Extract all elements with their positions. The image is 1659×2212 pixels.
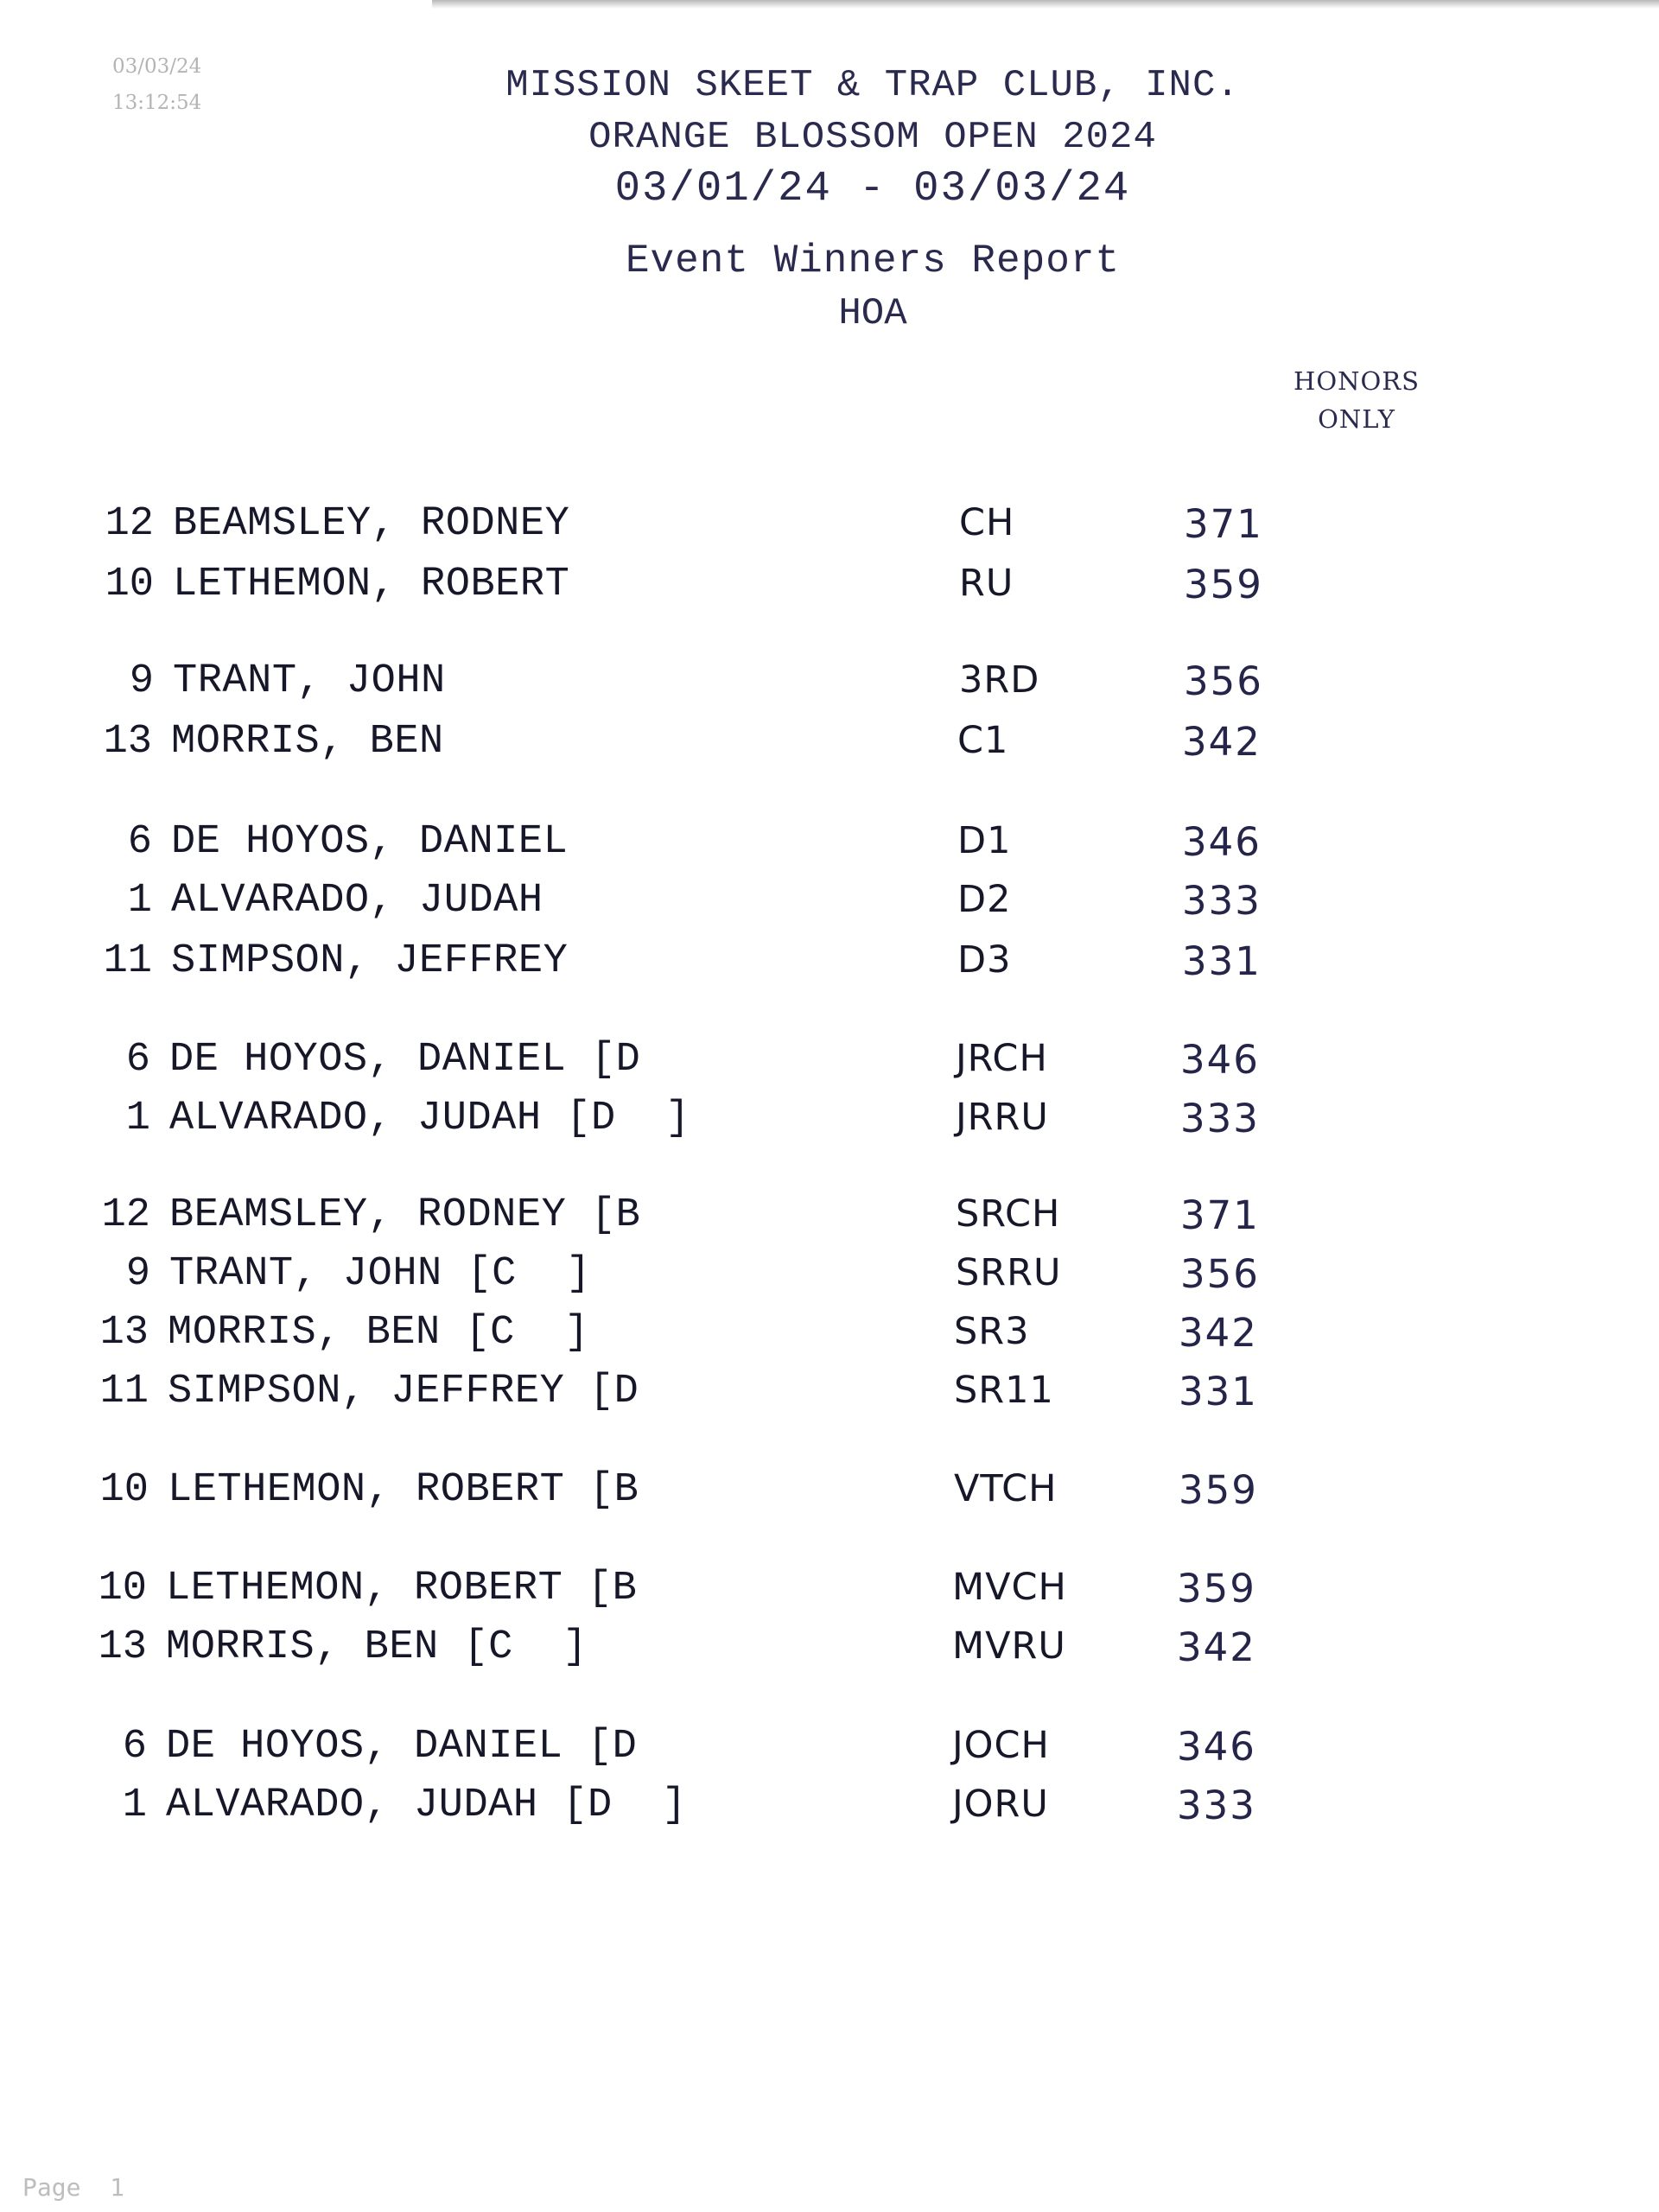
winner-row	[90, 1037, 1300, 1085]
shooter-name: LETHEMON, ROBERT [B	[166, 1566, 638, 1611]
award-code: CH	[959, 501, 1015, 544]
award-code: C1	[957, 719, 1009, 762]
shooter-name: LETHEMON, ROBERT	[173, 562, 570, 607]
place-number: 12	[101, 1192, 150, 1238]
place-number: 9	[129, 658, 154, 704]
winner-row	[90, 1192, 1300, 1241]
score-value: 342	[1177, 1624, 1256, 1670]
winner-row	[93, 658, 1303, 707]
score-value: 331	[1179, 1369, 1258, 1414]
score-value: 346	[1182, 819, 1262, 865]
score-value: 356	[1184, 658, 1263, 704]
scan-edge-shadow	[432, 0, 1659, 9]
winner-row	[92, 819, 1301, 868]
score-value: 342	[1179, 1310, 1258, 1356]
place-number: 6	[122, 1724, 147, 1770]
shooter-name: DE HOYOS, DANIEL	[171, 819, 569, 865]
print-date: 03/03/24	[112, 55, 202, 78]
place-number: 13	[99, 1310, 149, 1356]
award-code: RU	[959, 562, 1014, 605]
award-code: SRRU	[956, 1251, 1062, 1294]
shooter-name: DE HOYOS, DANIEL [D	[166, 1724, 638, 1770]
shooter-name: ALVARADO, JUDAH [D ]	[166, 1783, 687, 1828]
award-code: JRCH	[956, 1037, 1048, 1080]
page-number: 1	[110, 2173, 125, 2202]
place-number: 1	[125, 1096, 150, 1141]
shooter-name: MORRIS, BEN	[171, 719, 444, 765]
winner-row	[86, 1724, 1296, 1772]
shooter-name: MORRIS, BEN [C ]	[166, 1624, 588, 1670]
score-value: 333	[1182, 878, 1262, 924]
shooter-name: TRANT, JOHN	[173, 658, 446, 704]
place-number: 6	[125, 1037, 150, 1083]
award-code: D1	[957, 819, 1012, 862]
shooter-name: SIMPSON, JEFFREY	[171, 938, 569, 984]
winner-row	[92, 719, 1301, 767]
winner-row	[88, 1369, 1298, 1417]
score-value: 333	[1180, 1096, 1260, 1141]
winner-row	[93, 501, 1303, 550]
winner-row	[86, 1783, 1296, 1831]
winner-row	[88, 1310, 1298, 1358]
winner-row	[90, 1251, 1300, 1300]
event-name: ORANGE BLOSSOM OPEN 2024	[588, 116, 1157, 159]
page-indicator	[22, 2173, 124, 2202]
shooter-name: BEAMSLEY, RODNEY	[173, 501, 570, 547]
score-value: 346	[1180, 1037, 1260, 1083]
winner-row	[86, 1624, 1296, 1673]
award-code: MVRU	[952, 1624, 1066, 1668]
winner-row	[92, 938, 1301, 987]
place-number: 1	[127, 878, 152, 924]
score-value: 359	[1179, 1467, 1258, 1513]
place-number: 11	[99, 1369, 149, 1414]
score-value: 331	[1182, 938, 1262, 984]
page-label: Page	[22, 2173, 81, 2202]
place-number: 11	[103, 938, 152, 984]
place-number: 10	[98, 1566, 147, 1611]
place-number: 12	[105, 501, 154, 547]
place-number: 6	[127, 819, 152, 865]
report-subtitle: HOA	[838, 292, 907, 335]
shooter-name: SIMPSON, JEFFREY [D	[168, 1369, 639, 1414]
award-code: JRRU	[956, 1096, 1049, 1139]
score-value: 371	[1180, 1192, 1260, 1238]
shooter-name: DE HOYOS, DANIEL [D	[169, 1037, 641, 1083]
print-time: 13:12:54	[112, 92, 202, 114]
award-code: SR11	[954, 1369, 1054, 1412]
winner-row	[90, 1096, 1300, 1144]
award-code: SRCH	[956, 1192, 1061, 1236]
club-name: MISSION SKEET & TRAP CLUB, INC.	[505, 64, 1240, 107]
shooter-name: TRANT, JOHN [C ]	[169, 1251, 591, 1297]
award-code: JORU	[952, 1783, 1049, 1826]
place-number: 13	[98, 1624, 147, 1670]
place-number: 10	[105, 562, 154, 607]
score-value: 359	[1184, 562, 1263, 607]
winner-row	[92, 878, 1301, 926]
award-code: MVCH	[952, 1566, 1067, 1609]
score-value: 346	[1177, 1724, 1256, 1770]
winner-row	[86, 1566, 1296, 1614]
award-code: D3	[957, 938, 1012, 982]
honors-label-line2: ONLY	[1318, 404, 1395, 434]
award-code: D2	[957, 878, 1012, 921]
winner-row	[93, 562, 1303, 610]
score-value: 356	[1180, 1251, 1260, 1297]
shooter-name: ALVARADO, JUDAH [D ]	[169, 1096, 690, 1141]
score-value: 359	[1177, 1566, 1256, 1611]
score-value: 342	[1182, 719, 1262, 765]
shooter-name: ALVARADO, JUDAH	[171, 878, 543, 924]
place-number: 1	[122, 1783, 147, 1828]
honors-label-line1: HONORS	[1294, 366, 1420, 396]
score-value: 371	[1184, 501, 1263, 547]
shooter-name: MORRIS, BEN [C ]	[168, 1310, 589, 1356]
award-code: VTCH	[954, 1467, 1058, 1510]
award-code: 3RD	[959, 658, 1040, 702]
place-number: 10	[99, 1467, 149, 1513]
report-title: Event Winners Report	[625, 238, 1121, 283]
shooter-name: BEAMSLEY, RODNEY [B	[169, 1192, 641, 1238]
place-number: 9	[125, 1251, 150, 1297]
score-value: 333	[1177, 1783, 1256, 1828]
winner-row	[88, 1467, 1298, 1516]
award-code: JOCH	[952, 1724, 1050, 1767]
shooter-name: LETHEMON, ROBERT [B	[168, 1467, 639, 1513]
event-dates: 03/01/24 - 03/03/24	[614, 164, 1131, 213]
award-code: SR3	[954, 1310, 1030, 1353]
place-number: 13	[103, 719, 152, 765]
